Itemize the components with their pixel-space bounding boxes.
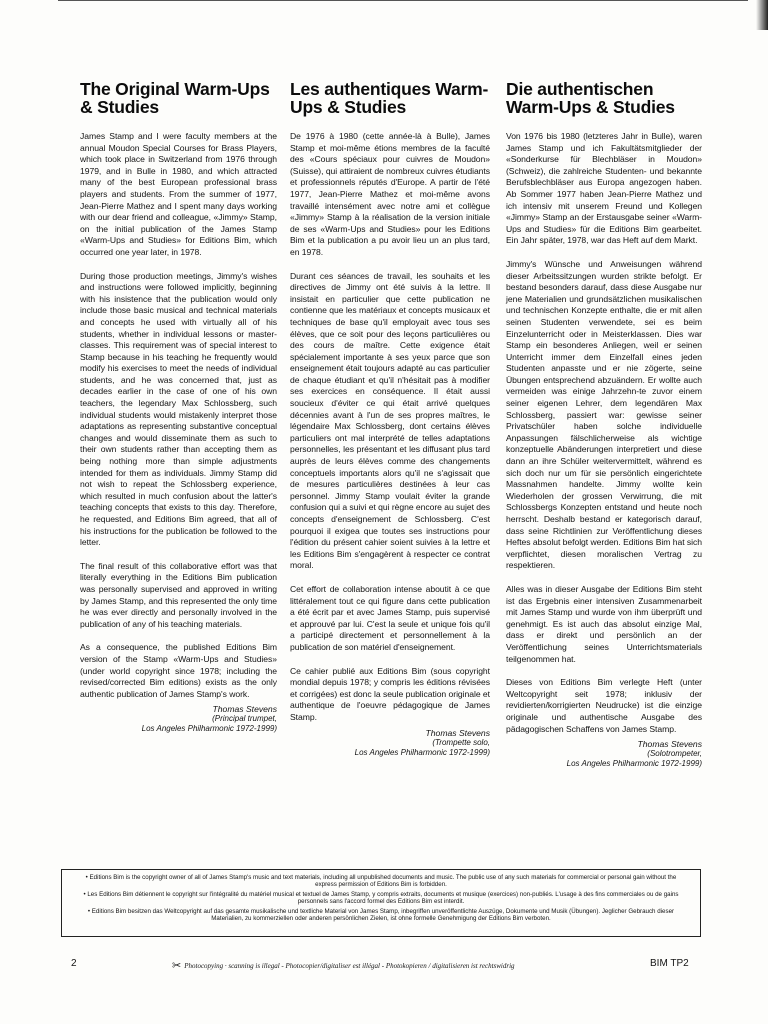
paragraph-english-1: James Stamp and I were faculty members at the annual Moudon Special Courses for Brass Players, which took place in Switzerland from 1976 through 1979, and in Bulle in 1980, and which attracted many of the best European professional brass players and students. From the summer of 1977, Jean-Pierre Mathez and I spent many days working with our dear friend and colleague, «Jimmy» Stamp, on the initial publication of the James Stamp «Warm-Ups and Studies» for Editions Bim, which occurred one year later, in 1978. (80, 131, 277, 257)
notice-english: • Editions Bim is the copyright owner of all of James Stamp's music and text materials, including all unpublished documents and music. The public use of any such materials for commercial or personal gain without the express permission of Editions Bim is forbidden. (85, 874, 677, 889)
signature-name: Thomas Stevens (425, 727, 490, 738)
copy-warning-text: Photocopying · scanning is illegal - Photocopier/digitaliser est illégal - Photokopieren / digitalisieren ist rechtswidrig (184, 962, 515, 970)
copy-warning (172, 959, 602, 972)
paragraph-german-4: Dieses von Editions Bim verlegte Heft (unter Weltcopyright seit 1978; inklusiv der revidierten/korrigierten Neudrucke) ist die einzige originale und authentische Ausgabe des pädagogischen Schaffens von James Stamp. (506, 677, 702, 734)
title-french: Les authentiques Warm-Ups & Studies (290, 79, 489, 117)
title-english: The Original Warm-Ups & Studies (80, 79, 270, 117)
page-footer (0, 955, 768, 971)
paragraph-english-2: During those production meetings, Jimmy's wishes and instructions were followed implicitly, beginning with his insistence that the publication would only include those basic musical and technical materials and concepts he used with virtually all of his students, whether in individual lessons or master-classes. This requirement was of special interest to Stamp because in his teaching he frequently would modify his exercises to meet the needs of individual students, and he was concerned that, just as decades earlier in the case of one of his own teachers, the legendary Max Schlossberg, such individual students would mistakenly interpret those adaptations as representing substantive conceptual changes and would disseminate them as such to their own students rather than accepting them as being nothing more than simple adjustments intended for them as individuals. Jimmy Stamp did not wish to repeat the Schlossberg experience, which resulted in much confusion about the latter's teaching concepts that exists to this day. Therefore, he requested, and Editions Bim agreed, that all of his instructions for the publication be followed to the letter. (80, 270, 277, 548)
column-english (80, 80, 277, 734)
signature-german (506, 739, 702, 769)
paragraph-french-3: Cet effort de collaboration intense aboutit à ce que littéralement tout ce qui figure dans cette publication a été écrit par et avec James Stamp, puis supervisé et approuvé par lui. C'est la seule et unique fois qu'il a participé directement et personnellement à la publication de son matériel d'enseignement. (290, 583, 490, 652)
signature-orchestra: Los Angeles Philharmonic 1972-1999) (141, 724, 277, 734)
signature-role: (Trompette solo, (432, 737, 490, 747)
paragraph-german-1: Von 1976 bis 1980 (letzteres Jahr in Bulle), waren James Stamp und ich Fakultätsmitglieder der «Sonderkurse für Blechbläser in Moudon» (Schweiz), die zahlreiche Studenten- und bekannte Berufsblechbläser aus Europa angezogen haben. Ab Sommer 1977 haben Jean-Pierre Mathez und ich intensiv mit unserem Freund und Kollegen «Jimmy» Stamp an der Erstausgabe seiner «Warm-Ups and Studies» für die Editions Bim gearbeitet. Ein Jahr später, 1978, war das Heft auf dem Markt. (506, 131, 702, 246)
paragraph-german-2: Jimmy's Wünsche und Anweisungen während dieser Arbeitssitzungen wurden strikte befolgt. Er bestand besonders darauf, dass diese Ausgabe nur jene Materialien und grundsätzlichen musikalischen und technischen Konzepte enthalte, die er mit allen seinen Studenten verwendete, sei es beim Einzelunterricht oder in Meisterklassen. Dies war Stamp ein besonderes Anliegen, weil er seinen Unterricht immer dem Einzelfall eines jeden Studenten anpasste und er nie zögerte, seine Übungen entsprechend abzuändern. Er wollte auch vermeiden was einige Jahrzehn-te zuvor einem seiner eigenen Lehrer, dem legendären Max Schlossberg, passiert war: gewisse seiner Privatschüler haben solche individuelle Anpassungen fälschlicherweise als wichtige konzeptuelle Abänderungen interpretiert und diese dann an ihre Schüler weitervermittelt, während es sich doch nur um für sie persönlich eingerichtete Massnahmen handelte. Jimmy wollte kein Wiederholen der grossen Verwirrung, die mit Schlossbergs Konzepten entstand und heute noch herrscht. Deshalb bestand er kategorisch darauf, dass seine Richtlinien zur Veröffentlichung dieses Heftes absolut befolgt werden. Editions Bim hat sich verpflichtet, diesen moralischen Vertrag zu respektieren. (506, 258, 702, 571)
paragraph-english-3: The final result of this collaborative effort was that literally everything in the Editions Bim publication was personally supervised and approved in writing by James Stamp, and this represented the only time he was ever directly and personally involved in the publication of any of his teaching materials. (80, 560, 277, 629)
column-french (290, 80, 490, 758)
signature-name: Thomas Stevens (212, 704, 277, 715)
scan-edge-shadow (756, 0, 768, 30)
no-photocopy-icon: ✂ (172, 960, 182, 972)
copyright-notice (61, 869, 701, 937)
signature-role: (Principal trumpet, (212, 714, 277, 724)
signature-english (80, 704, 277, 734)
paragraph-french-4: Ce cahier publié aux Editions Bim (sous copyright mondial depuis 1978; y compris les éditions révisées et corrigées) est donc la seule publication originale et authentique de l'oeuvre pédagogique de James Stamp. (290, 665, 490, 722)
signature-role: (Solotrompeter, (647, 749, 702, 759)
publication-code: BIM TP2 (650, 958, 689, 969)
signature-french (290, 728, 490, 758)
signature-name: Thomas Stevens (637, 739, 702, 750)
signature-orchestra: Los Angeles Philharmonic 1972-1999) (566, 759, 702, 769)
notice-french: • Les Editions Bim détiennent le copyright sur l'intégralité du matériel musical et textuel de James Stamp, y compris extraits, documents et musique (exercices) non-publiés. L'usage à des fins commerciales ou de gains personnels sans l'accord formel des Editions Bim est interdit. (83, 890, 679, 906)
paragraph-german-3: Alles was in dieser Ausgabe der Editions Bim steht ist das Ergebnis einer intensiven Zusammenarbeit mit James Stamp und wurde von ihm überprüft und genehmigt. Es ist auch das absolut einzige Mal, dass er direkt und persönlich an der Veröffentlichung seines Unterrichtsmaterials teilgenommen hat. (506, 583, 702, 664)
notice-german: • Editions Bim besitzen das Weltcopyright auf das gesamte musikalische und textliche Material von James Stamp, inbegriffen unveröffentlichte Auszüge, Dokumente und Musik (Übungen). Jeglicher Gebrauch dieser Materialien, zu kommerziellen oder anderen persönlichen Zielen, ist ohne formelle Genehmigung der Editions Bim verboten. (87, 907, 675, 923)
paragraph-french-2: Durant ces séances de travail, les souhaits et les directives de Jimmy ont été suivis à la lettre. Il insistait en particulier que cette publication ne contienne que les matériaux et concepts musicaux et techniques de base qu'il employait avec tous ses élèves, que ce soit pour des leçons particulières ou des cours de maître. Cette exigence était spécialement importante à ses yeux parce que son enseignement était toujours adapté au cas particulier de chaque étudiant et qu'il n'hésitait pas à modifier ses exercices en conséquence. Il était aussi soucieux d'éviter ce qui était arrivé quelques décennies avant à l'un de ses propres maîtres, le légendaire Max Schlossberg, dont certains élèves particuliers ont mal interprété de telles adaptations personnelles, les présentant et les diffusant plus tard auprès de leurs élèves comme des changements conceptuels importants alors qu'il ne s'agissait que de mesures particulières destinées à leur cas personnel. Jimmy Stamp voulait éviter la grande confusion qui a suivi et qui règne encore au sujet des concepts d'enseignement de Schlossberg. C'est pourquoi il exigea que toutes ses instructions pour l'édition du présent cahier soient suivies à la lettre et les Editions Bim s'engagèrent à respecter ce contrat moral. (290, 270, 490, 571)
column-german (506, 80, 702, 769)
title-german: Die authentischen Warm-Ups & Studies (506, 79, 675, 117)
page-number: 2 (71, 958, 77, 969)
top-edge-line (58, 0, 748, 1)
signature-orchestra: Los Angeles Philharmonic 1972-1999) (354, 747, 490, 757)
paragraph-english-4: As a consequence, the published Editions Bim version of the Stamp «Warm-Ups and Studies» (under world copyright since 1978; including the revised/corrected Bim editions) exists as the only authentic publication of James Stamp's work. (80, 642, 277, 699)
paragraph-french-1: De 1976 à 1980 (cette année-là à Bulle), James Stamp et moi-même étions membres de la faculté des «Cours spéciaux pour cuivres de Moudon» (Suisse), qui attiraient de nombreux cuivres étudiants et professionnels réputés d'Europe. A partir de l'été 1977, Jean-Pierre Mathez et moi-même avons travaillé intensément avec notre ami et collègue «Jimmy» Stamp à la réalisation de la version initiale de ses «Warm-Ups and Studies» pour les Editions Bim et la publication a pu avoir lieu un an plus tard, en 1978. (290, 131, 490, 257)
